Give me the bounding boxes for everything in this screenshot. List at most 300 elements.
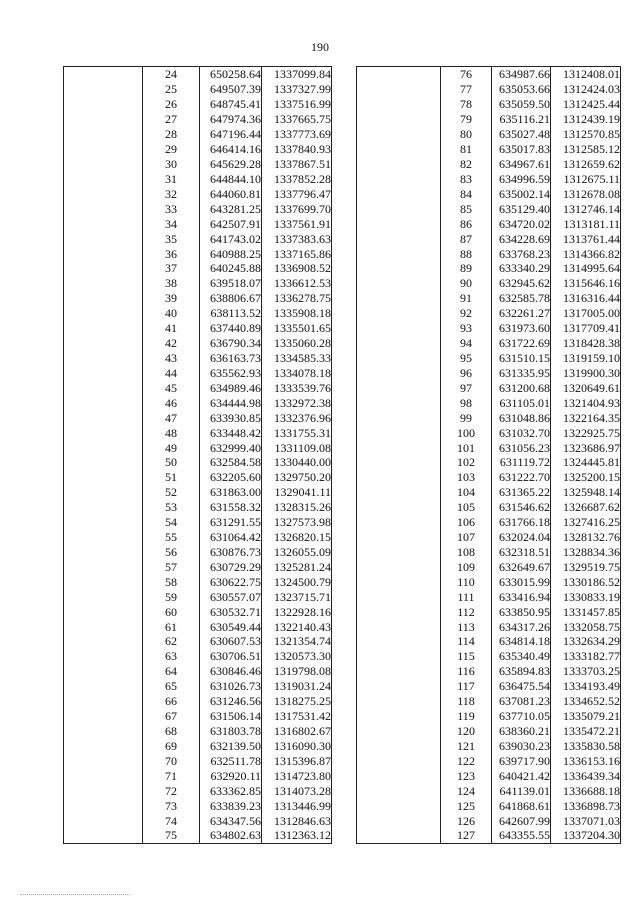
x-coordinate-cell: 630846.46 — [200, 664, 262, 679]
table-row — [64, 545, 332, 560]
point-number-cell: 73 — [143, 798, 200, 813]
x-coordinate-cell: 630729.29 — [200, 559, 262, 574]
blank-cell — [357, 127, 441, 142]
blank-cell — [64, 276, 143, 291]
y-coordinate-cell: 1330833.19 — [551, 589, 621, 604]
y-coordinate-cell: 1330440.00 — [262, 455, 332, 470]
x-coordinate-cell: 631506.14 — [200, 709, 262, 724]
point-number-cell: 110 — [441, 574, 492, 589]
x-coordinate-cell: 642607.99 — [492, 813, 551, 828]
table-row — [64, 395, 332, 410]
blank-cell — [357, 559, 441, 574]
point-number-cell: 83 — [441, 171, 492, 186]
table-row — [357, 127, 621, 142]
x-coordinate-cell: 633930.85 — [200, 410, 262, 425]
y-coordinate-cell: 1329041.11 — [262, 485, 332, 500]
point-number-cell: 36 — [143, 246, 200, 261]
x-coordinate-cell: 638806.67 — [200, 291, 262, 306]
point-number-cell: 84 — [441, 186, 492, 201]
point-number-cell: 69 — [143, 738, 200, 753]
table-row — [64, 753, 332, 768]
blank-cell — [64, 186, 143, 201]
y-coordinate-cell: 1316090.30 — [262, 738, 332, 753]
point-number-cell: 106 — [441, 515, 492, 530]
x-coordinate-cell: 647974.36 — [200, 112, 262, 127]
y-coordinate-cell: 1328132.76 — [551, 530, 621, 545]
point-number-cell: 117 — [441, 679, 492, 694]
point-number-cell: 52 — [143, 485, 200, 500]
y-coordinate-cell: 1312585.12 — [551, 142, 621, 157]
table-row — [64, 276, 332, 291]
table-row — [64, 186, 332, 201]
table-row — [357, 515, 621, 530]
blank-cell — [357, 425, 441, 440]
blank-cell — [357, 545, 441, 560]
blank-cell — [64, 679, 143, 694]
point-number-cell: 82 — [441, 157, 492, 172]
point-number-cell: 65 — [143, 679, 200, 694]
table-row — [357, 738, 621, 753]
blank-cell — [64, 470, 143, 485]
y-coordinate-cell: 1331109.08 — [262, 440, 332, 455]
table-row — [64, 530, 332, 545]
blank-cell — [64, 261, 143, 276]
x-coordinate-cell: 630557.07 — [200, 589, 262, 604]
y-coordinate-cell: 1312424.03 — [551, 82, 621, 97]
table-row — [357, 171, 621, 186]
x-coordinate-cell: 630549.44 — [200, 619, 262, 634]
blank-cell — [64, 395, 143, 410]
table-row — [64, 425, 332, 440]
x-coordinate-cell: 635129.40 — [492, 201, 551, 216]
blank-cell — [357, 231, 441, 246]
y-coordinate-cell: 1321404.93 — [551, 395, 621, 410]
blank-cell — [357, 321, 441, 336]
y-coordinate-cell: 1328315.26 — [262, 500, 332, 515]
y-coordinate-cell: 1312439.19 — [551, 112, 621, 127]
point-number-cell: 89 — [441, 261, 492, 276]
page-number: 190 — [311, 40, 329, 54]
y-coordinate-cell: 1337665.75 — [262, 112, 332, 127]
table-row — [64, 649, 332, 664]
y-coordinate-cell: 1323686.97 — [551, 440, 621, 455]
y-coordinate-cell: 1337867.51 — [262, 157, 332, 172]
point-number-cell: 90 — [441, 276, 492, 291]
x-coordinate-cell: 631722.69 — [492, 336, 551, 351]
blank-cell — [357, 574, 441, 589]
blank-cell — [64, 216, 143, 231]
table-row — [64, 142, 332, 157]
table-row — [357, 619, 621, 634]
x-coordinate-cell: 638113.52 — [200, 306, 262, 321]
y-coordinate-cell: 1312678.08 — [551, 186, 621, 201]
table-row — [64, 694, 332, 709]
x-coordinate-cell: 631558.32 — [200, 500, 262, 515]
blank-cell — [357, 604, 441, 619]
point-number-cell: 113 — [441, 619, 492, 634]
point-number-cell: 56 — [143, 545, 200, 560]
point-number-cell: 24 — [143, 67, 200, 82]
blank-cell — [357, 783, 441, 798]
table-row — [64, 201, 332, 216]
table-row — [64, 768, 332, 783]
blank-cell — [64, 694, 143, 709]
x-coordinate-cell: 631291.55 — [200, 515, 262, 530]
x-coordinate-cell: 632139.50 — [200, 738, 262, 753]
x-coordinate-cell: 648745.41 — [200, 97, 262, 112]
table-row — [64, 709, 332, 724]
blank-cell — [64, 336, 143, 351]
blank-cell — [64, 112, 143, 127]
table-row — [64, 67, 332, 82]
point-number-cell: 77 — [441, 82, 492, 97]
x-coordinate-cell: 634317.26 — [492, 619, 551, 634]
x-coordinate-cell: 636163.73 — [200, 351, 262, 366]
blank-cell — [64, 664, 143, 679]
y-coordinate-cell: 1314366.82 — [551, 246, 621, 261]
y-coordinate-cell: 1312570.85 — [551, 127, 621, 142]
x-coordinate-cell: 631803.78 — [200, 724, 262, 739]
table-row — [357, 395, 621, 410]
blank-cell — [64, 440, 143, 455]
x-coordinate-cell: 631546.62 — [492, 500, 551, 515]
table-row — [64, 724, 332, 739]
blank-cell — [357, 724, 441, 739]
table-row — [64, 291, 332, 306]
point-number-cell: 31 — [143, 171, 200, 186]
x-coordinate-cell: 631105.01 — [492, 395, 551, 410]
blank-cell — [357, 97, 441, 112]
table-row — [357, 231, 621, 246]
point-number-cell: 119 — [441, 709, 492, 724]
blank-cell — [357, 82, 441, 97]
table-row — [357, 157, 621, 172]
point-number-cell: 45 — [143, 380, 200, 395]
table-row — [64, 127, 332, 142]
point-number-cell: 42 — [143, 336, 200, 351]
x-coordinate-cell: 632585.78 — [492, 291, 551, 306]
table-row — [357, 67, 621, 82]
blank-cell — [64, 559, 143, 574]
point-number-cell: 25 — [143, 82, 200, 97]
point-number-cell: 127 — [441, 828, 492, 843]
blank-cell — [64, 127, 143, 142]
y-coordinate-cell: 1337165.86 — [262, 246, 332, 261]
x-coordinate-cell: 634720.02 — [492, 216, 551, 231]
blank-cell — [64, 709, 143, 724]
x-coordinate-cell: 631032.70 — [492, 425, 551, 440]
x-coordinate-cell: 631222.70 — [492, 470, 551, 485]
x-coordinate-cell: 641139.01 — [492, 783, 551, 798]
y-coordinate-cell: 1320573.30 — [262, 649, 332, 664]
x-coordinate-cell: 632318.51 — [492, 545, 551, 560]
table-row — [64, 157, 332, 172]
blank-cell — [357, 828, 441, 843]
y-coordinate-cell: 1330186.52 — [551, 574, 621, 589]
blank-cell — [357, 171, 441, 186]
table-row — [357, 425, 621, 440]
point-number-cell: 74 — [143, 813, 200, 828]
table-row — [357, 112, 621, 127]
point-number-cell: 37 — [143, 261, 200, 276]
table-row — [357, 291, 621, 306]
table-row — [64, 365, 332, 380]
table-row — [357, 455, 621, 470]
table-row — [357, 694, 621, 709]
point-number-cell: 75 — [143, 828, 200, 843]
y-coordinate-cell: 1314995.64 — [551, 261, 621, 276]
point-number-cell: 50 — [143, 455, 200, 470]
x-coordinate-cell: 630876.73 — [200, 545, 262, 560]
y-coordinate-cell: 1334652.52 — [551, 694, 621, 709]
x-coordinate-cell: 640988.25 — [200, 246, 262, 261]
blank-cell — [64, 201, 143, 216]
blank-cell — [357, 619, 441, 634]
y-coordinate-cell: 1312408.01 — [551, 67, 621, 82]
blank-cell — [64, 753, 143, 768]
point-number-cell: 103 — [441, 470, 492, 485]
x-coordinate-cell: 632920.11 — [200, 768, 262, 783]
table-row — [64, 380, 332, 395]
point-number-cell: 95 — [441, 351, 492, 366]
point-number-cell: 92 — [441, 306, 492, 321]
table-row — [64, 679, 332, 694]
point-number-cell: 66 — [143, 694, 200, 709]
y-coordinate-cell: 1337699.70 — [262, 201, 332, 216]
point-number-cell: 100 — [441, 425, 492, 440]
point-number-cell: 109 — [441, 559, 492, 574]
y-coordinate-cell: 1335501.65 — [262, 321, 332, 336]
y-coordinate-cell: 1337840.93 — [262, 142, 332, 157]
x-coordinate-cell: 643355.55 — [492, 828, 551, 843]
point-number-cell: 107 — [441, 530, 492, 545]
y-coordinate-cell: 1316802.67 — [262, 724, 332, 739]
table-row — [357, 246, 621, 261]
x-coordinate-cell: 631766.18 — [492, 515, 551, 530]
y-coordinate-cell: 1337516.99 — [262, 97, 332, 112]
x-coordinate-cell: 635002.14 — [492, 186, 551, 201]
x-coordinate-cell: 632024.04 — [492, 530, 551, 545]
y-coordinate-cell: 1337071.03 — [551, 813, 621, 828]
y-coordinate-cell: 1337561.91 — [262, 216, 332, 231]
x-coordinate-cell: 646414.16 — [200, 142, 262, 157]
table-row — [64, 798, 332, 813]
x-coordinate-cell: 632511.78 — [200, 753, 262, 768]
blank-cell — [64, 530, 143, 545]
point-number-cell: 47 — [143, 410, 200, 425]
blank-cell — [64, 589, 143, 604]
point-number-cell: 78 — [441, 97, 492, 112]
blank-cell — [64, 157, 143, 172]
table-row — [64, 589, 332, 604]
y-coordinate-cell: 1322928.16 — [262, 604, 332, 619]
y-coordinate-cell: 1326055.09 — [262, 545, 332, 560]
x-coordinate-cell: 632584.58 — [200, 455, 262, 470]
y-coordinate-cell: 1326820.15 — [262, 530, 332, 545]
point-number-cell: 41 — [143, 321, 200, 336]
y-coordinate-cell: 1324500.79 — [262, 574, 332, 589]
point-number-cell: 118 — [441, 694, 492, 709]
table-row — [357, 440, 621, 455]
point-number-cell: 63 — [143, 649, 200, 664]
point-number-cell: 120 — [441, 724, 492, 739]
blank-cell — [64, 649, 143, 664]
point-number-cell: 28 — [143, 127, 200, 142]
y-coordinate-cell: 1319031.24 — [262, 679, 332, 694]
blank-cell — [64, 798, 143, 813]
x-coordinate-cell: 642507.91 — [200, 216, 262, 231]
point-number-cell: 126 — [441, 813, 492, 828]
blank-cell — [357, 813, 441, 828]
table-row — [64, 738, 332, 753]
y-coordinate-cell: 1312675.11 — [551, 171, 621, 186]
y-coordinate-cell: 1313446.99 — [262, 798, 332, 813]
y-coordinate-cell: 1333539.76 — [262, 380, 332, 395]
point-number-cell: 79 — [441, 112, 492, 127]
blank-cell — [357, 306, 441, 321]
point-number-cell: 93 — [441, 321, 492, 336]
x-coordinate-cell: 635027.48 — [492, 127, 551, 142]
x-coordinate-cell: 630622.75 — [200, 574, 262, 589]
table-row — [357, 82, 621, 97]
table-row — [64, 216, 332, 231]
x-coordinate-cell: 643281.25 — [200, 201, 262, 216]
y-coordinate-cell: 1336612.53 — [262, 276, 332, 291]
x-coordinate-cell: 636475.54 — [492, 679, 551, 694]
x-coordinate-cell: 631510.15 — [492, 351, 551, 366]
y-coordinate-cell: 1337852.28 — [262, 171, 332, 186]
point-number-cell: 27 — [143, 112, 200, 127]
blank-cell — [357, 142, 441, 157]
blank-cell — [357, 530, 441, 545]
table-row — [64, 664, 332, 679]
point-number-cell: 85 — [441, 201, 492, 216]
blank-cell — [64, 171, 143, 186]
blank-cell — [357, 261, 441, 276]
blank-cell — [64, 828, 143, 843]
x-coordinate-cell: 631246.56 — [200, 694, 262, 709]
blank-cell — [64, 97, 143, 112]
blank-cell — [64, 783, 143, 798]
blank-cell — [64, 365, 143, 380]
point-number-cell: 58 — [143, 574, 200, 589]
blank-cell — [64, 380, 143, 395]
point-number-cell: 70 — [143, 753, 200, 768]
table-row — [64, 171, 332, 186]
table-row — [357, 470, 621, 485]
x-coordinate-cell: 631064.42 — [200, 530, 262, 545]
blank-cell — [64, 724, 143, 739]
point-number-cell: 91 — [441, 291, 492, 306]
y-coordinate-cell: 1335060.28 — [262, 336, 332, 351]
table-row — [357, 634, 621, 649]
y-coordinate-cell: 1336898.73 — [551, 798, 621, 813]
point-number-cell: 88 — [441, 246, 492, 261]
point-number-cell: 108 — [441, 545, 492, 560]
y-coordinate-cell: 1335079.21 — [551, 709, 621, 724]
point-number-cell: 61 — [143, 619, 200, 634]
table-row — [357, 142, 621, 157]
y-coordinate-cell: 1312659.62 — [551, 157, 621, 172]
table-row — [64, 813, 332, 828]
y-coordinate-cell: 1332058.75 — [551, 619, 621, 634]
blank-cell — [357, 246, 441, 261]
table-row — [64, 574, 332, 589]
table-row — [357, 216, 621, 231]
point-number-cell: 125 — [441, 798, 492, 813]
point-number-cell: 67 — [143, 709, 200, 724]
point-number-cell: 46 — [143, 395, 200, 410]
y-coordinate-cell: 1323715.71 — [262, 589, 332, 604]
point-number-cell: 102 — [441, 455, 492, 470]
point-number-cell: 104 — [441, 485, 492, 500]
x-coordinate-cell: 634989.46 — [200, 380, 262, 395]
y-coordinate-cell: 1336439.34 — [551, 768, 621, 783]
point-number-cell: 53 — [143, 500, 200, 515]
table-row — [357, 828, 621, 843]
x-coordinate-cell: 637440.89 — [200, 321, 262, 336]
table-row — [357, 306, 621, 321]
table-row — [357, 768, 621, 783]
blank-cell — [64, 82, 143, 97]
blank-cell — [357, 351, 441, 366]
blank-cell — [64, 738, 143, 753]
point-number-cell: 80 — [441, 127, 492, 142]
y-coordinate-cell: 1333182.77 — [551, 649, 621, 664]
point-number-cell: 87 — [441, 231, 492, 246]
table-row — [357, 709, 621, 724]
y-coordinate-cell: 1325948.14 — [551, 485, 621, 500]
table-row — [64, 231, 332, 246]
table-row — [64, 455, 332, 470]
blank-cell — [357, 380, 441, 395]
blank-cell — [64, 455, 143, 470]
y-coordinate-cell: 1319798.08 — [262, 664, 332, 679]
point-number-cell: 35 — [143, 231, 200, 246]
table-row — [64, 82, 332, 97]
y-coordinate-cell: 1319900.30 — [551, 365, 621, 380]
point-number-cell: 33 — [143, 201, 200, 216]
point-number-cell: 81 — [441, 142, 492, 157]
table-row — [357, 574, 621, 589]
table-row — [64, 440, 332, 455]
point-number-cell: 43 — [143, 351, 200, 366]
x-coordinate-cell: 633850.95 — [492, 604, 551, 619]
y-coordinate-cell: 1332634.29 — [551, 634, 621, 649]
point-number-cell: 51 — [143, 470, 200, 485]
table-row — [64, 619, 332, 634]
y-coordinate-cell: 1337327.99 — [262, 82, 332, 97]
point-number-cell: 60 — [143, 604, 200, 619]
y-coordinate-cell: 1327573.98 — [262, 515, 332, 530]
table-row — [357, 97, 621, 112]
y-coordinate-cell: 1320649.61 — [551, 380, 621, 395]
table-row — [357, 500, 621, 515]
x-coordinate-cell: 630706.51 — [200, 649, 262, 664]
x-coordinate-cell: 631026.73 — [200, 679, 262, 694]
point-number-cell: 64 — [143, 664, 200, 679]
table-row — [64, 336, 332, 351]
blank-cell — [64, 67, 143, 82]
x-coordinate-cell: 641868.61 — [492, 798, 551, 813]
y-coordinate-cell: 1325200.15 — [551, 470, 621, 485]
y-coordinate-cell: 1324445.81 — [551, 455, 621, 470]
y-coordinate-cell: 1335472.21 — [551, 724, 621, 739]
x-coordinate-cell: 650258.64 — [200, 67, 262, 82]
y-coordinate-cell: 1313181.11 — [551, 216, 621, 231]
y-coordinate-cell: 1325281.24 — [262, 559, 332, 574]
table-row — [357, 664, 621, 679]
